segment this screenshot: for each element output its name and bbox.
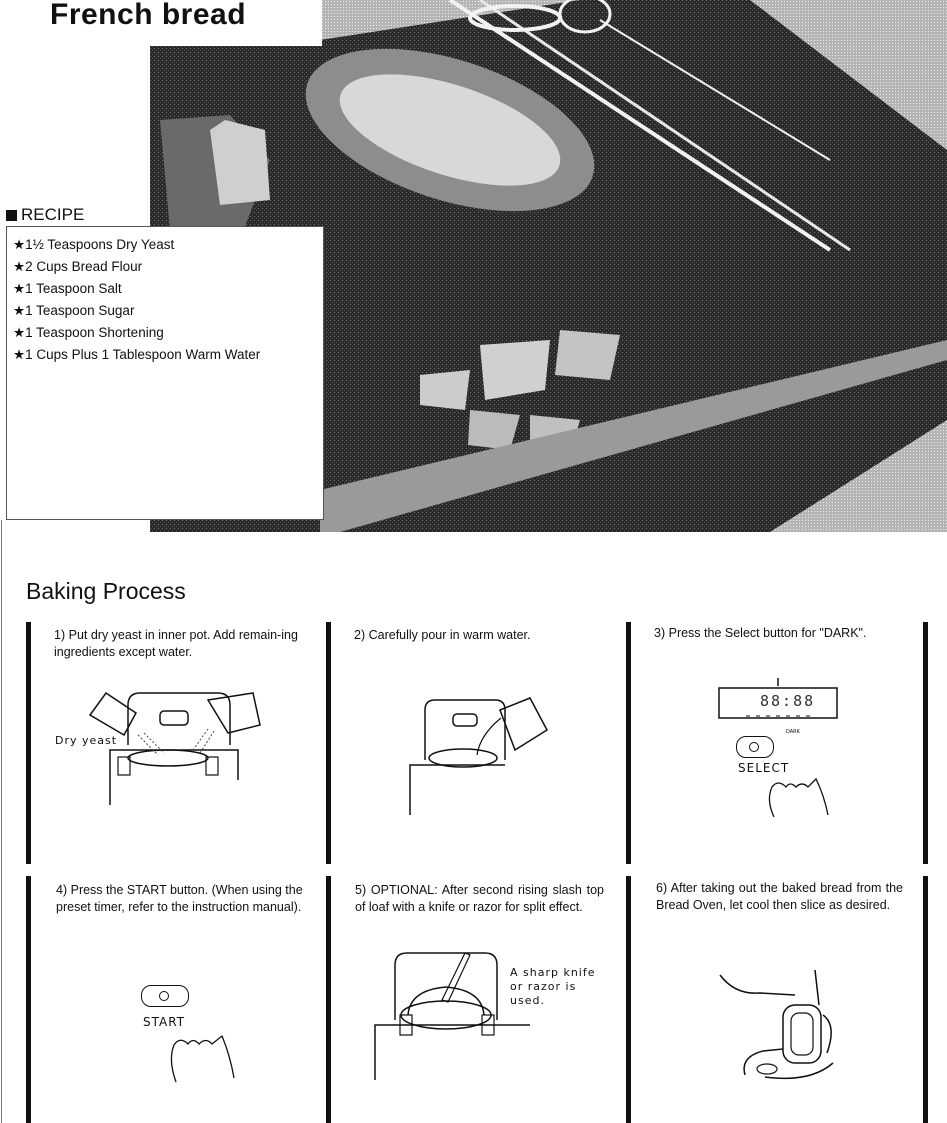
bread-oven-yeast-illustration bbox=[88, 685, 278, 835]
step-1 bbox=[54, 627, 306, 661]
divider-bar bbox=[626, 622, 631, 864]
ingredient-item: ★1 Teaspoon Sugar bbox=[13, 303, 135, 318]
start-label: START bbox=[143, 1015, 186, 1029]
select-button-drawing bbox=[736, 736, 774, 758]
step-number: 3) bbox=[654, 626, 666, 640]
slicing-bread-illustration bbox=[715, 965, 845, 1090]
ingredient-item: ★2 Cups Bread Flour bbox=[13, 259, 143, 274]
recipe-heading-text: RECIPE bbox=[21, 205, 85, 224]
circle-icon bbox=[749, 742, 759, 752]
pour-water-illustration bbox=[405, 690, 555, 820]
ingredient-item: ★1 Cups Plus 1 Tablespoon Warm Water bbox=[13, 347, 261, 362]
page-title: French bread bbox=[50, 0, 247, 31]
knife-note: A sharp knife or razor is used. bbox=[510, 966, 596, 1007]
ingredient-item: ★1 Teaspoon Shortening bbox=[13, 325, 164, 340]
step-3 bbox=[654, 625, 904, 642]
section-title: Baking Process bbox=[26, 578, 186, 604]
divider-bar bbox=[923, 622, 928, 864]
step-text: Put dry yeast in inner pot. Add remain-ing ingredients except water. bbox=[54, 628, 298, 659]
ingredient-item: ★1½ Teaspoons Dry Yeast bbox=[13, 237, 175, 252]
select-label: SELECT bbox=[738, 761, 790, 775]
step-2 bbox=[354, 627, 604, 644]
divider-bar bbox=[326, 876, 331, 1123]
step-number: 2) bbox=[354, 628, 366, 642]
step-number: 4) bbox=[56, 883, 68, 897]
recipe-heading bbox=[6, 205, 84, 225]
step-number: 6) bbox=[656, 881, 668, 895]
step-text: Press the Select button for "DARK". bbox=[668, 626, 867, 640]
dark-indicator: DARK bbox=[786, 729, 800, 735]
ingredient-list bbox=[7, 227, 323, 366]
step-number: 5) bbox=[355, 883, 367, 897]
title-panel bbox=[0, 0, 322, 46]
step-number: 1) bbox=[54, 628, 66, 642]
pointing-hand-icon bbox=[168, 1030, 243, 1085]
ingredient-item: ★1 Teaspoon Salt bbox=[13, 281, 122, 296]
recipe-box bbox=[6, 226, 324, 520]
step-text: Carefully pour in warm water. bbox=[368, 628, 531, 642]
pointing-hand-icon bbox=[764, 775, 834, 820]
divider-bar bbox=[326, 622, 331, 864]
timer-display: 88:88 bbox=[760, 692, 816, 710]
divider-bar bbox=[626, 876, 631, 1123]
start-button-drawing bbox=[141, 985, 189, 1007]
divider-bar bbox=[26, 622, 31, 864]
square-bullet-icon bbox=[6, 210, 17, 221]
step-text: OPTIONAL: After second rising slash top of loaf with a knife or razor for split effect. bbox=[355, 883, 604, 914]
step-text: Press the START button. (When using the preset timer, refer to the instruction manual). bbox=[56, 883, 303, 914]
step-4 bbox=[56, 882, 305, 916]
circle-icon bbox=[159, 991, 169, 1001]
dry-yeast-label: Dry yeast bbox=[55, 734, 118, 747]
divider-bar bbox=[923, 876, 928, 1123]
step-5 bbox=[355, 882, 604, 916]
page-border bbox=[1, 520, 2, 1123]
step-6 bbox=[656, 880, 903, 914]
divider-bar bbox=[26, 876, 31, 1123]
step-text: After taking out the baked bread from the Bread Oven, let cool then slice as desired. bbox=[656, 881, 903, 912]
